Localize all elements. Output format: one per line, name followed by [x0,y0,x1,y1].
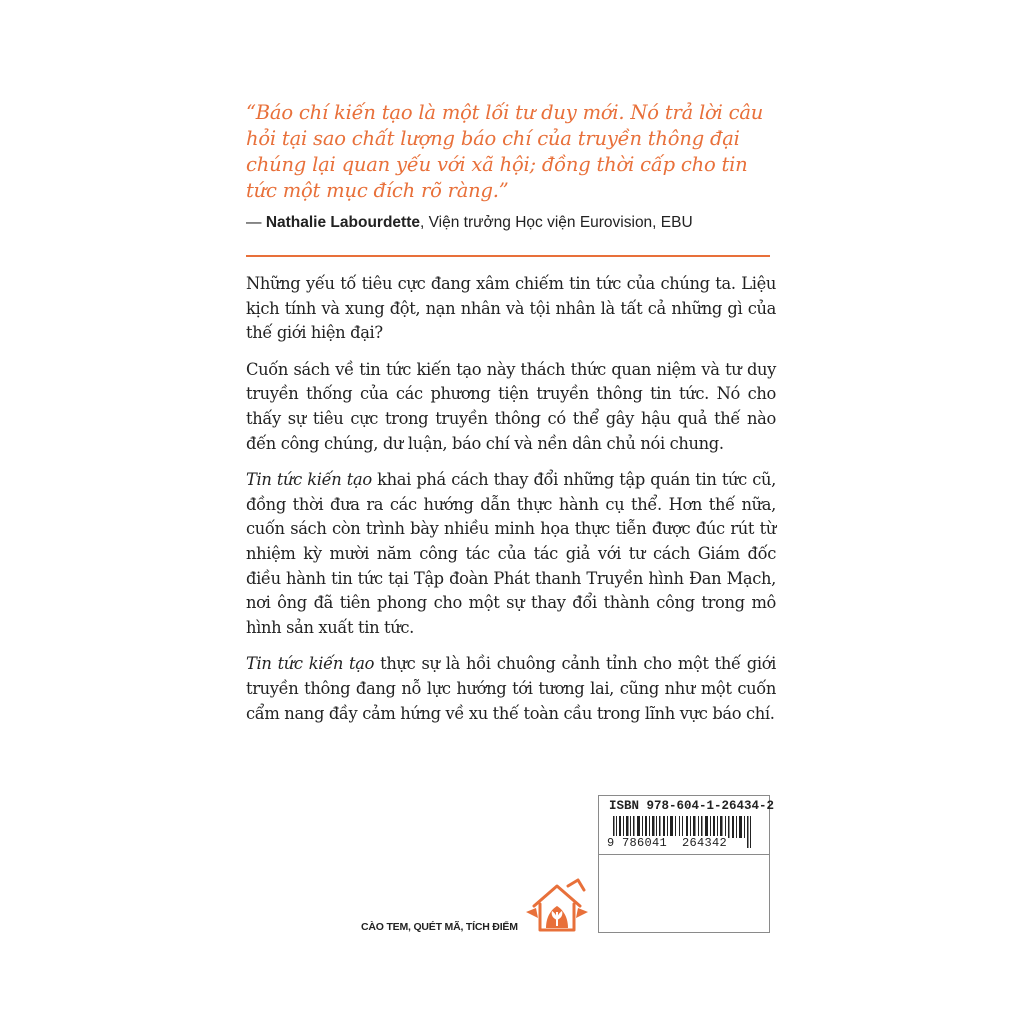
blurb-paragraph-2: Cuốn sách về tin tức kiến tạo này thách thức quan niệm và tư duy truyền thống của các phương tiện truyền thông tin tức. Nó cho thấy sự tiêu cực trong truyền thông có thể gây hậu quả thế nào đến công chúng, dư luận, báo chí và nền dân chủ nói chung. [246,359,776,453]
barcode-digits: 9 786041 264342 [607,836,728,850]
orange-divider [246,255,770,257]
blurb [246,272,776,738]
quote-attribution [246,212,786,234]
barcode-box [598,795,775,933]
blurb-paragraph-4 [246,652,776,726]
scratch-scan-tagline: CÀO TEM, QUÉT MÃ, TÍCH ĐIỂM [361,921,518,933]
isbn-label: ISBN 978-604-1-26434-2 [609,799,775,813]
quote-author-role: , Viện trưởng Học viện Eurovision, EBU [419,214,693,231]
attribution-dash: — [246,214,266,231]
publisher-logo-icon [524,876,590,938]
blurb-paragraph-4-text: thực sự là hồi chuông cảnh tỉnh cho một thế giới truyền thông đang nỗ lực hướng tới tương lai, cũng như một cuốn cẩm nang đầy cảm hứng về xu thế toàn cầu trong lĩnh vực báo chí. [246,654,776,723]
barcode-divider [599,854,769,855]
quote-author: Nathalie Labourdette [265,214,420,231]
blurb-paragraph-3-text: khai phá cách thay đổi những tập quán tin tức cũ, đồng thời đưa ra các hướng dẫn thực hành cụ thể. Hơn thế nữa, cuốn sách còn trình bày nhiều minh họa thực tiễn được đúc rút từ nhiệm kỳ mười năm công tác của tác giả với tư cách Giám đốc điều hành tin tức tại Tập đoàn Phát thanh Truyền hình Đan Mạch, nơi ông đã tiên phong cho một sự thay đổi thành công trong mô hình sản xuất tin tức. [246,470,776,637]
pull-quote: “Báo chí kiến tạo là một lối tư duy mới. Nó trả lời câu hỏi tại sao chất lượng báo chí của truyền thông đại chúng lại quan yếu với xã hội; đồng thời cấp cho tin tức một mục đích rõ ràng.” [246,101,764,202]
book-title: Tin tức kiến tạo [246,654,375,674]
book-title: Tin tức kiến tạo [246,470,372,490]
blurb-paragraph-1: Những yếu tố tiêu cực đang xâm chiếm tin tức của chúng ta. Liệu kịch tính và xung đột, nạn nhân và tội nhân là tất cả những gì của thế giới hiện đại? [246,274,776,343]
blurb-paragraph-3 [246,468,776,640]
